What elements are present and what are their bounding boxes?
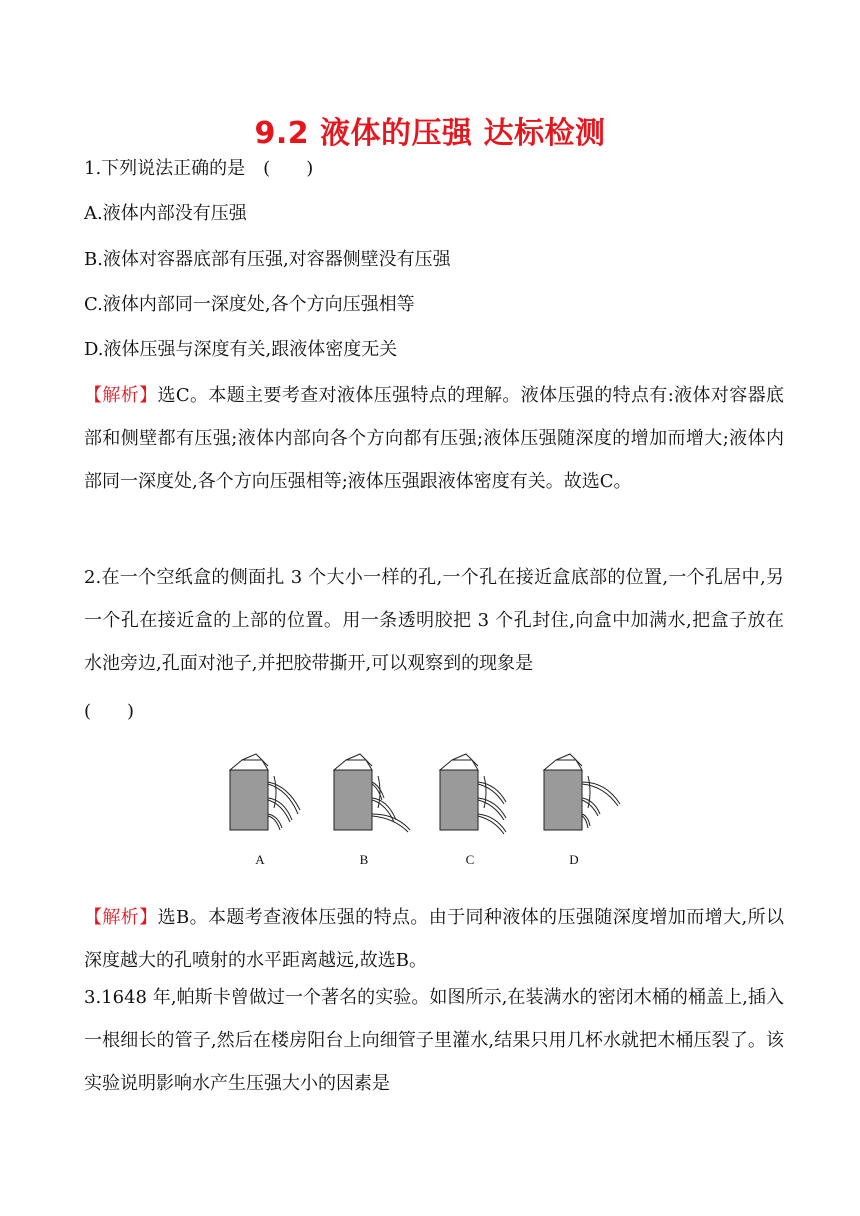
q2-analysis-tag: 【解析】	[84, 907, 158, 928]
figure-option-a	[222, 752, 322, 874]
figure-option-c	[432, 752, 532, 874]
q1-option-c: C.液体内部同一深度处,各个方向压强相等	[84, 294, 415, 315]
figure-label-c: C	[465, 852, 475, 867]
q3-stem: 3.1648 年,帕斯卡曾做过一个著名的实验。如图所示,在装满水的密闭木桶的桶盖上,插入一根细长的管子,然后在楼房阳台上向细管子里灌水,结果只用几杯水就把木桶压裂了。该实验说明影响水产生压强大小的因素是	[84, 987, 784, 1094]
q2-blank: ( )	[84, 701, 135, 722]
q1-option-b: B.液体对容器底部有压强,对容器侧壁没有压强	[84, 249, 451, 270]
carton-diagram-a	[222, 752, 322, 852]
q2-analysis	[84, 896, 784, 982]
q1-option-a: A.液体内部没有压强	[84, 203, 247, 224]
figure-option-d	[536, 752, 636, 874]
q2-analysis-text: 选B。本题考查液体压强的特点。由于同种液体的压强随深度增加而增大,所以深度越大的孔喷射的水平距离越远,故选B。	[84, 907, 785, 971]
page-title: 9.2 液体的压强 达标检测	[254, 116, 606, 151]
q1-analysis-text: 选C。本题主要考查对液体压强特点的理解。液体压强的特点有:液体对容器底部和侧壁都有压强;液体内部向各个方向都有压强;液体压强随深度的增加而增大;液体内部同一深度处,各个方向压强相等;液体压强跟液体密度有关。故选C。	[84, 385, 784, 492]
q1-analysis-tag: 【解析】	[84, 385, 158, 406]
q1-analysis	[84, 374, 784, 503]
figure-option-b	[326, 752, 426, 874]
q2-figure	[222, 752, 642, 874]
q1-stem: 1.下列说法正确的是 ( )	[84, 158, 314, 179]
figure-label-d: D	[569, 852, 579, 867]
carton-diagram-d	[536, 752, 636, 852]
carton-diagram-b	[326, 752, 426, 852]
figure-label-a: A	[255, 852, 265, 867]
carton-diagram-c	[432, 752, 532, 852]
q2-stem: 2.在一个空纸盒的侧面扎 3 个大小一样的孔,一个孔在接近盒底部的位置,一个孔居中,另一个孔在接近盒的上部的位置。用一条透明胶把 3 个孔封住,向盒中加满水,把盒子放在水池旁边,孔面对池子,并把胶带撕开,可以观察到的现象是	[84, 567, 784, 674]
figure-label-b: B	[359, 852, 369, 867]
q1-option-d: D.液体压强与深度有关,跟液体密度无关	[84, 339, 398, 360]
